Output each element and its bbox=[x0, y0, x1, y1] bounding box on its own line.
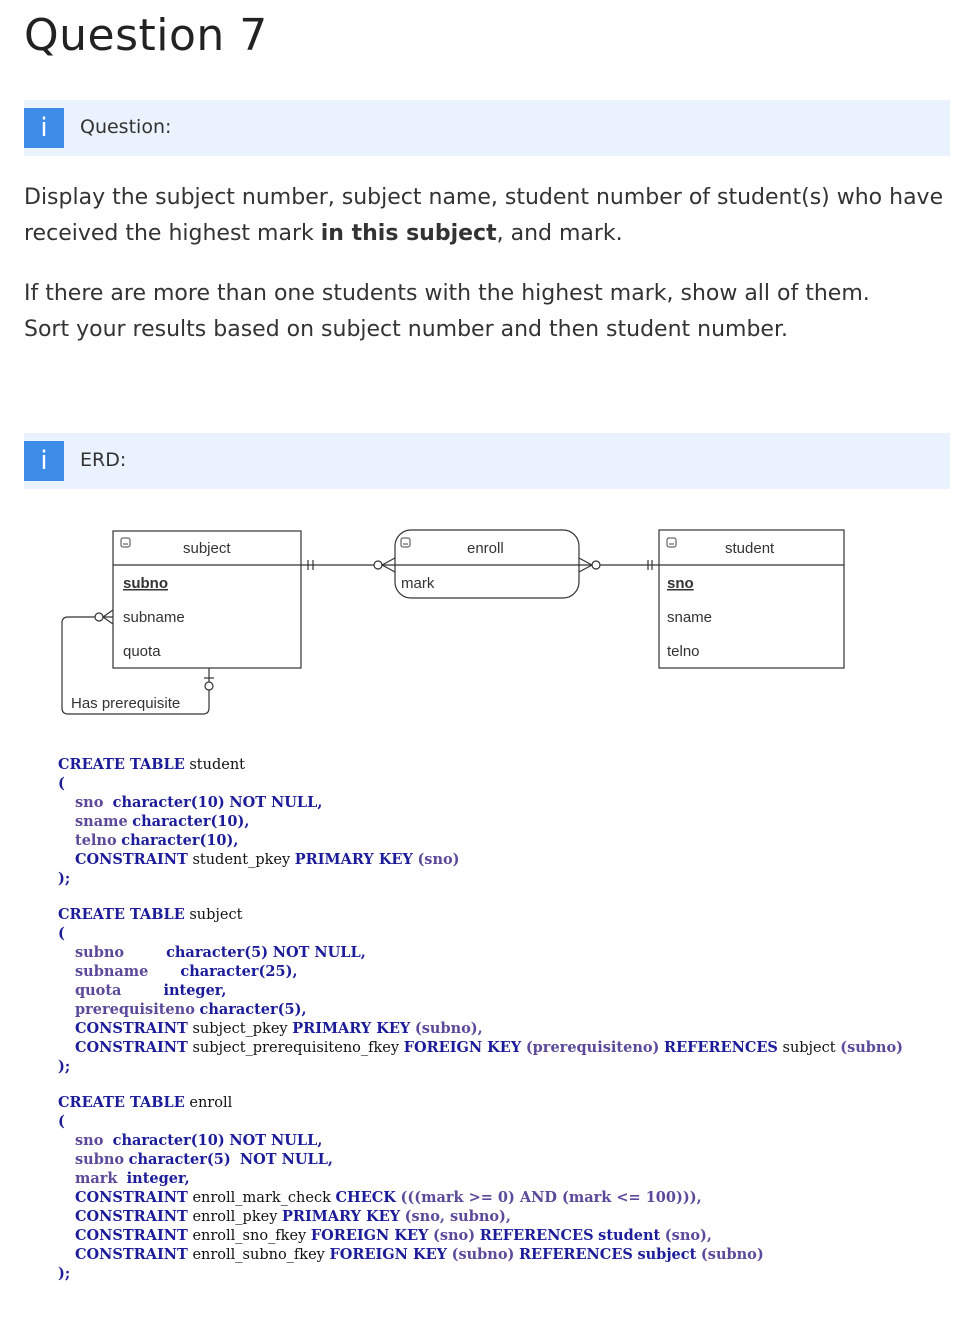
sql-line: CONSTRAINT enroll_pkey PRIMARY KEY (sno, subno), bbox=[75, 1208, 511, 1225]
sql-line: subno character(5) NOT NULL, bbox=[75, 1151, 333, 1168]
table-icon bbox=[667, 538, 676, 547]
sql-line: mark integer, bbox=[75, 1170, 190, 1187]
info-icon: i bbox=[24, 441, 64, 481]
subject-attr: quota bbox=[123, 643, 161, 660]
sql-line: sname character(10), bbox=[75, 813, 250, 830]
question-paragraph-2: If there are more than one students with the highest mark, show all of them. Sort your results based on subject number and then student number. bbox=[24, 281, 870, 342]
sql-line: quota integer, bbox=[75, 982, 227, 999]
sql-line: CREATE TABLE subject bbox=[58, 906, 243, 923]
sql-line: telno character(10), bbox=[75, 832, 239, 849]
sql-line: CONSTRAINT enroll_mark_check CHECK (((mark >= 0) AND (mark <= 100))), bbox=[75, 1189, 702, 1206]
student-pk-attr: sno bbox=[667, 575, 694, 592]
self-relation-label: Has prerequisite bbox=[71, 695, 181, 712]
sql-line: ); bbox=[58, 1265, 71, 1282]
student-attr: telno bbox=[667, 643, 700, 660]
page-title: Question 7 bbox=[24, 10, 268, 61]
subject-pk-attr: subno bbox=[123, 575, 168, 592]
student-entity-name: student bbox=[725, 540, 775, 557]
enroll-attr: mark bbox=[401, 575, 435, 592]
sql-line: sno character(10) NOT NULL, bbox=[75, 794, 323, 811]
sql-line: sno character(10) NOT NULL, bbox=[75, 1132, 323, 1149]
sql-line: subname character(25), bbox=[75, 963, 298, 980]
sql-line: ( bbox=[58, 1113, 65, 1130]
sql-line: prerequisiteno character(5), bbox=[75, 1001, 307, 1018]
table-icon bbox=[401, 538, 410, 547]
sql-line: ); bbox=[58, 1058, 71, 1075]
sql-line: CONSTRAINT enroll_subno_fkey FOREIGN KEY (subno) REFERENCES subject (subno) bbox=[75, 1246, 764, 1263]
enroll-entity-name: enroll bbox=[467, 540, 504, 557]
student-attr: sname bbox=[667, 609, 713, 626]
sql-line: CONSTRAINT subject_pkey PRIMARY KEY (subno), bbox=[75, 1020, 483, 1037]
info-icon: i bbox=[24, 108, 64, 148]
question-paragraph-1: Display the subject number, subject name, student number of student(s) who have received the highest mark in this subject, and mark. bbox=[24, 185, 944, 246]
table-icon bbox=[121, 538, 130, 547]
sql-line: ( bbox=[58, 925, 65, 942]
sql-line: CREATE TABLE student bbox=[58, 756, 245, 773]
sql-line: CREATE TABLE enroll bbox=[58, 1094, 233, 1111]
subject-entity-name: subject bbox=[183, 540, 231, 557]
sql-line: CONSTRAINT student_pkey PRIMARY KEY (sno) bbox=[75, 851, 460, 868]
subject-attr: subname bbox=[123, 609, 185, 626]
sql-line: subno character(5) NOT NULL, bbox=[75, 944, 366, 961]
sql-line: CONSTRAINT enroll_sno_fkey FOREIGN KEY (sno) REFERENCES student (sno), bbox=[75, 1227, 712, 1244]
sql-line: CONSTRAINT subject_prerequisiteno_fkey FOREIGN KEY (prerequisiteno) REFERENCES subject (subno) bbox=[75, 1039, 903, 1056]
sql-line: ( bbox=[58, 775, 65, 792]
question-label: Question: bbox=[80, 116, 172, 138]
erd-label: ERD: bbox=[80, 449, 127, 471]
sql-line: ); bbox=[58, 870, 71, 887]
